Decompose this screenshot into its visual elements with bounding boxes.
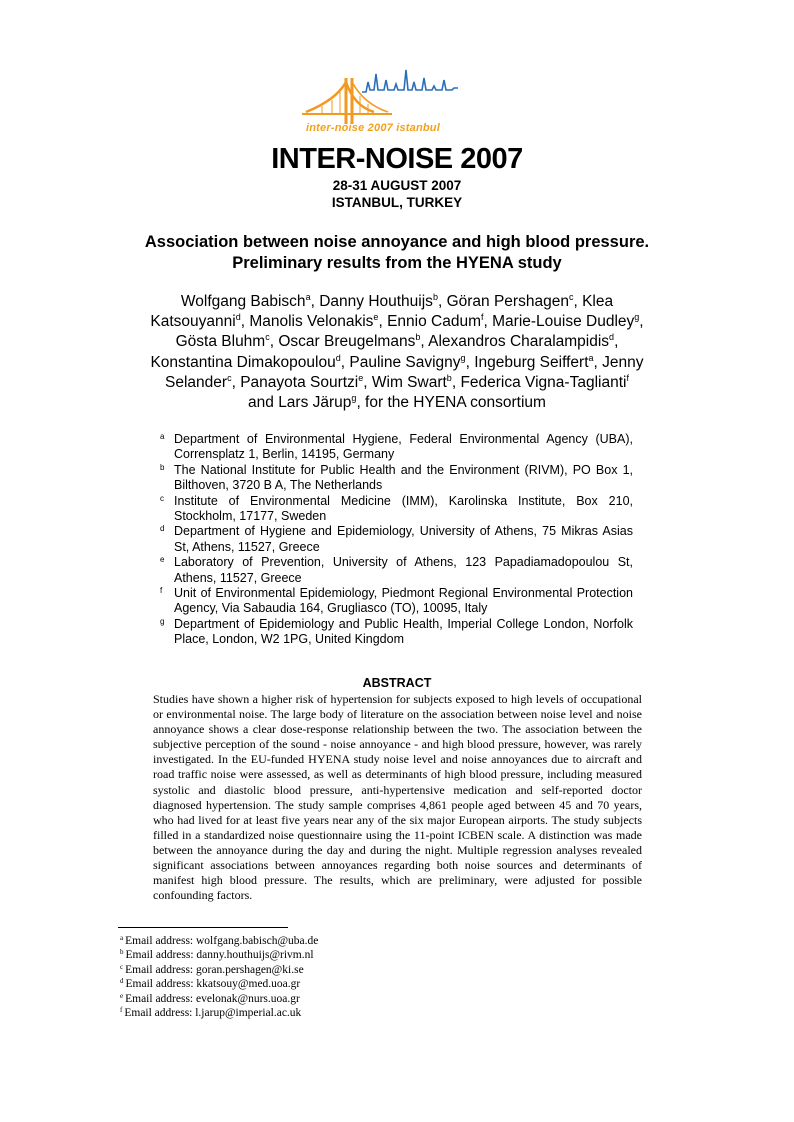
- affiliation-item: [157, 555, 633, 586]
- paper-title: [0, 232, 794, 274]
- author-affiliation-mark: d: [335, 352, 341, 363]
- affiliation-mark: a: [160, 432, 165, 441]
- author-affiliation-mark: e: [358, 372, 364, 383]
- author-name: Ennio Cadum: [387, 313, 481, 331]
- author-name: Federica Vigna-Taglianti: [460, 373, 627, 391]
- footnote-item: [120, 948, 520, 962]
- footnote-item: [120, 963, 520, 977]
- author-affiliation-mark: c: [227, 372, 232, 383]
- affiliation-text: Department of Environmental Hygiene, Federal Environmental Agency (UBA), Corrensplatz 1, Berlin, 14195, Germany: [174, 432, 633, 462]
- author-name: Panayota Sourtzi: [240, 373, 359, 391]
- author-separator: ,: [483, 313, 493, 331]
- author-separator: ,: [437, 293, 447, 310]
- author-separator: ,: [465, 353, 475, 371]
- author-name: Göran Pershagen: [446, 293, 569, 310]
- author-separator: ,: [593, 353, 603, 371]
- affiliation-item: [157, 463, 633, 494]
- author-affiliation-mark: c: [568, 292, 574, 302]
- footnote-text: Email address: goran.pershagen@ki.se: [125, 963, 304, 976]
- affiliation-text: Unit of Environmental Epidemiology, Piedmont Regional Environmental Protection Agency, Via Sabaudia 164, Grugliasco (TO), 10095, Italy: [174, 586, 633, 616]
- author-name: Oscar Breugelmans: [278, 333, 416, 351]
- footnote-text: Email address: l.jarup@imperial.ac.uk: [124, 1007, 302, 1020]
- author-affiliation-mark: b: [446, 372, 452, 383]
- paper-title-line-1: Association between noise annoyance and high blood pressure.: [144, 233, 650, 251]
- affiliation-mark: e: [160, 555, 165, 565]
- author-separator: ,: [340, 353, 350, 371]
- author-affiliation-mark: g: [634, 312, 640, 323]
- footnote-rule: [118, 927, 288, 928]
- author-name: Pauline Savigny: [349, 353, 461, 371]
- affiliation-item: [157, 617, 633, 648]
- author-name: Gösta Bluhm: [175, 333, 266, 351]
- author-name: Alexandros Charalampidis: [428, 333, 610, 351]
- abstract-text: Studies have shown a higher risk of hypertension for subjects exposed to high levels of occupational or environmental noise. The large body of literature on the association between noise level and noise annoyance shows a clear dose-response relationship between the two. The association between the subjective perception of the sound - noise annoyance - and high blood pressure, however, was rarely investigated. In the EU-funded HYENA study noise level and noise annoyances due to aircraft and road traffic noise were assessed, as well as determinants of high blood pressure, including measured systolic and diastolic blood pressure, anti-hypertensive medication and self-reported doctor diagnosed hypertension. The study sample comprises 4,861 people aged between 45 and 70 years, who had lived for at least five years near any of the six major European airports. The study subjects filled in a standardized noise questionnaire using the 11-point ICBEN scale. A distinction was made between the annoyance during the day and during the night. Multiple regression analyses revealed significant associations between annoyances regarding both noise sources and determinants of manifest high blood pressure. The results, which are preliminary, were adjusted for possible confounding factors.: [153, 692, 642, 903]
- footnote-item: [120, 934, 520, 948]
- bridge-icon: [302, 78, 392, 124]
- author-affiliation-mark: g: [351, 393, 357, 404]
- footnote-item: [120, 1006, 520, 1020]
- author-name: Ingeburg Seiffert: [474, 353, 589, 371]
- author-affiliation-mark: b: [432, 292, 438, 302]
- affiliation-mark: c: [160, 493, 164, 503]
- footnote-list: [120, 934, 520, 1020]
- author-name: Manolis Velonakis: [249, 313, 374, 331]
- affiliation-item: [157, 432, 633, 463]
- footnote-text: Email address: evelonak@nurs.uoa.gr: [125, 992, 300, 1005]
- author-affiliation-mark: f: [626, 372, 629, 383]
- footnote-text: Email address: wolfgang.babisch@uba.de: [125, 935, 319, 947]
- author-affiliation-mark: c: [265, 332, 270, 343]
- footnote-mark: f: [120, 1006, 123, 1015]
- author-separator: ,: [269, 333, 279, 351]
- affiliation-text: Department of Epidemiology and Public Health, Imperial College London, Norfolk Place, London, W2 1PG, United Kingdom: [174, 616, 633, 647]
- affiliation-list: [157, 432, 633, 648]
- footnote-text: Email address: danny.houthuijs@rivm.nl: [125, 949, 314, 962]
- skyline-waveform: [362, 70, 458, 92]
- affiliation-text: Institute of Environmental Medicine (IMM), Karolinska Institute, Box 210, Stockholm, 17177, Sweden: [174, 493, 633, 524]
- author-name: Wim Swart: [371, 373, 447, 391]
- author-separator: ,: [231, 373, 241, 391]
- affiliation-item: [157, 586, 633, 617]
- conference-title: INTER-NOISE 2007: [271, 143, 523, 175]
- affiliation-mark: f: [160, 586, 163, 596]
- footnote-text: Email address: kkatsouy@med.uoa.gr: [125, 978, 301, 991]
- author-separator: , for the HYENA consortium: [356, 394, 546, 412]
- conference-dates: 28-31 AUGUST 2007: [332, 178, 462, 193]
- author-name: Jenny Selander: [165, 353, 644, 391]
- author-name: Klea Katsouyanni: [150, 293, 614, 331]
- affiliation-text: Laboratory of Prevention, University of Athens, 123 Papadiamadopoulou St, Athens, 11527, Greece: [174, 555, 633, 585]
- author-affiliation-mark: e: [373, 312, 379, 323]
- affiliation-mark: d: [160, 524, 165, 534]
- author-affiliation-mark: f: [480, 312, 484, 323]
- author-separator: ,: [310, 293, 320, 310]
- author-affiliation-mark: g: [460, 352, 466, 363]
- author-affiliation-mark: b: [415, 332, 421, 343]
- author-name: Lars Järup: [278, 394, 352, 412]
- author-separator: ,: [420, 333, 429, 351]
- author-separator: ,: [378, 313, 388, 331]
- author-separator: and: [248, 394, 279, 412]
- author-affiliation-mark: a: [305, 292, 311, 302]
- footnote-mark: c: [120, 962, 124, 971]
- author-separator: ,: [451, 373, 461, 391]
- footnote-mark: e: [120, 991, 124, 1000]
- affiliation-item: [157, 524, 633, 555]
- author-name: Konstantina Dimakopoulou: [150, 353, 336, 371]
- author-name: Wolfgang Babisch: [180, 293, 306, 310]
- author-name: Danny Houthuijs: [319, 293, 433, 310]
- affiliation-text: The National Institute for Public Health and the Environment (RIVM), PO Box 1, Bilthoven, 3720 B A, The Netherlands: [174, 462, 633, 493]
- author-affiliation-mark: d: [609, 332, 615, 343]
- author-affiliation-mark: a: [588, 352, 594, 363]
- footnote-mark: b: [120, 948, 124, 957]
- affiliation-item: [157, 494, 633, 525]
- author-affiliation-mark: d: [235, 312, 241, 323]
- paper-title-line-2: Preliminary results from the HYENA study: [232, 254, 562, 272]
- author-separator: ,: [240, 313, 250, 331]
- author-list: [150, 292, 644, 413]
- author-name: Marie-Louise Dudley: [492, 313, 635, 331]
- footnote-item: [120, 992, 520, 1006]
- author-separator: ,: [573, 293, 583, 310]
- conference-place: ISTANBUL, TURKEY: [331, 195, 463, 210]
- footnote-mark: a: [120, 934, 124, 942]
- affiliation-mark: b: [160, 462, 165, 472]
- author-separator: ,: [363, 373, 372, 391]
- logo-text: inter-noise 2007 istanbul: [306, 122, 440, 134]
- author-separator: ,: [639, 313, 644, 331]
- footnote-item: [120, 977, 520, 991]
- abstract-heading: ABSTRACT: [362, 676, 432, 690]
- footnote-mark: d: [120, 977, 124, 986]
- affiliation-mark: g: [160, 616, 165, 626]
- affiliation-text: Department of Hygiene and Epidemiology, University of Athens, 75 Mikras Asias St, Athens, 11527, Greece: [174, 524, 633, 554]
- author-separator: ,: [614, 333, 619, 351]
